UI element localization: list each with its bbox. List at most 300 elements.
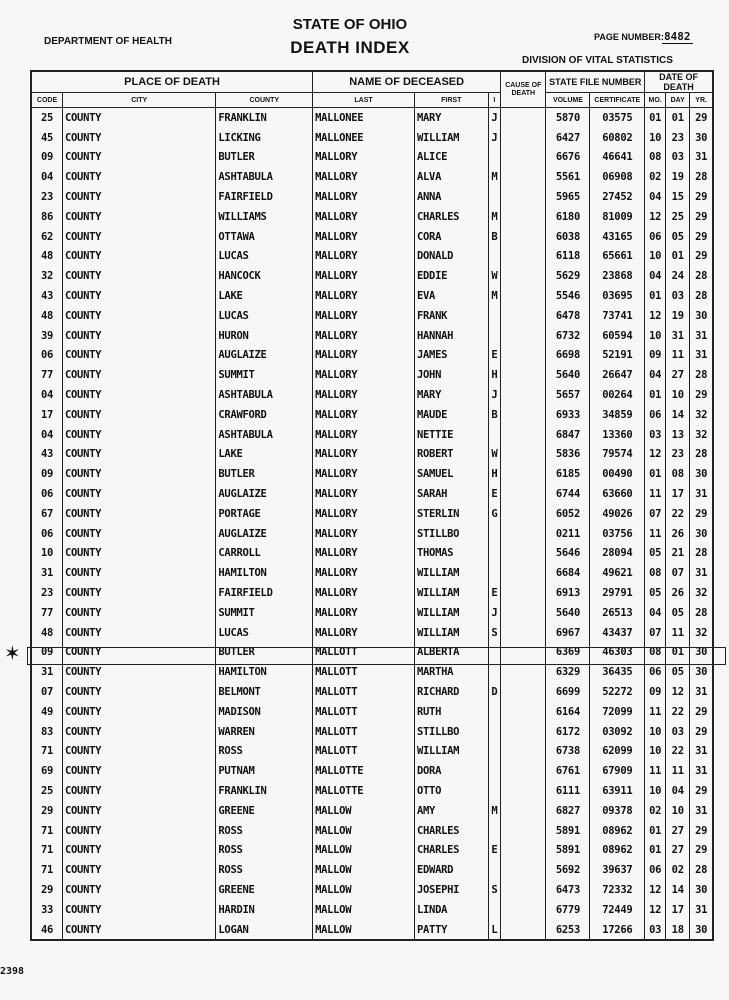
cell-initial [488,662,501,682]
cell-month: 02 [645,801,666,821]
cell-code: 86 [31,207,63,227]
cell-initial [488,425,501,445]
cell-volume: 6118 [546,247,590,267]
cell-month: 04 [645,603,666,623]
cell-certificate: 49026 [590,504,645,524]
cell-month: 10 [645,781,666,801]
cell-day: 26 [666,524,690,544]
cell-city: COUNTY [63,781,216,801]
cell-last: MALLONEE [313,108,415,128]
cell-cause [501,860,546,880]
cell-last: MALLORY [313,286,415,306]
first-header: FIRST [415,93,489,108]
cell-code: 32 [31,266,63,286]
cell-certificate: 63911 [590,781,645,801]
cell-year: 31 [690,742,713,762]
cell-certificate: 52272 [590,682,645,702]
cell-city: COUNTY [63,860,216,880]
cell-volume: 5836 [546,445,590,465]
cell-first: WILLIAM [415,603,489,623]
cell-initial: M [488,207,501,227]
cell-cause [501,326,546,346]
cell-volume: 6744 [546,484,590,504]
cell-year: 30 [690,306,713,326]
cell-initial [488,544,501,564]
cell-month: 06 [645,860,666,880]
last-header: LAST [313,93,415,108]
cell-code: 04 [31,425,63,445]
cell-initial: D [488,682,501,702]
cell-code: 29 [31,880,63,900]
cell-day: 12 [666,682,690,702]
cell-initial: B [488,227,501,247]
cell-certificate: 28094 [590,544,645,564]
cell-code: 04 [31,385,63,405]
cell-month: 04 [645,266,666,286]
cell-city: COUNTY [63,266,216,286]
table-row [31,207,713,227]
cell-first: CORA [415,227,489,247]
cell-code: 25 [31,781,63,801]
cell-first: CHARLES [415,821,489,841]
cell-cause [501,821,546,841]
cell-day: 14 [666,405,690,425]
cell-certificate: 81009 [590,207,645,227]
cell-day: 25 [666,207,690,227]
cell-first: JAMES [415,346,489,366]
cell-cause [501,108,546,128]
cell-code: 77 [31,603,63,623]
cell-month: 06 [645,405,666,425]
cell-city: COUNTY [63,880,216,900]
cell-code: 43 [31,445,63,465]
cell-month: 06 [645,227,666,247]
cell-first: WILLIAM [415,563,489,583]
cell-last: MALLORY [313,187,415,207]
cell-code: 46 [31,920,63,941]
cell-cause [501,385,546,405]
cell-code: 69 [31,761,63,781]
cell-year: 28 [690,365,713,385]
cell-year: 29 [690,821,713,841]
cell-year: 28 [690,603,713,623]
cell-day: 05 [666,227,690,247]
cell-initial [488,306,501,326]
cell-city: COUNTY [63,385,216,405]
cell-first: WILLIAM [415,583,489,603]
cell-cause [501,623,546,643]
cell-first: MARY [415,108,489,128]
cell-year: 31 [690,563,713,583]
cell-cause [501,920,546,941]
cell-day: 10 [666,385,690,405]
cell-city: COUNTY [63,643,216,663]
code-header: CODE [31,93,63,108]
cell-first: PATTY [415,920,489,941]
cell-volume: 5546 [546,286,590,306]
table-row [31,544,713,564]
cell-city: COUNTY [63,900,216,920]
cell-certificate: 79574 [590,445,645,465]
cell-code: 04 [31,167,63,187]
cell-county: HAMILTON [216,563,313,583]
table-row [31,860,713,880]
table-row [31,365,713,385]
table-row [31,583,713,603]
cell-first: STILLBO [415,722,489,742]
cell-county: LUCAS [216,623,313,643]
cell-code: 17 [31,405,63,425]
cell-initial [488,900,501,920]
cell-month: 04 [645,187,666,207]
table-row [31,900,713,920]
cell-first: NETTIE [415,425,489,445]
cell-volume: 5640 [546,603,590,623]
cell-last: MALLORY [313,464,415,484]
cell-cause [501,306,546,326]
cell-certificate: 34859 [590,405,645,425]
cell-year: 30 [690,643,713,663]
cell-day: 15 [666,187,690,207]
cell-day: 17 [666,484,690,504]
cell-cause [501,227,546,247]
cell-volume: 5629 [546,266,590,286]
cell-first: STILLBO [415,524,489,544]
cell-month: 09 [645,682,666,702]
cell-cause [501,880,546,900]
cell-last: MALLORY [313,563,415,583]
cell-last: MALLORY [313,167,415,187]
cell-cause [501,900,546,920]
cell-year: 32 [690,425,713,445]
cell-year: 32 [690,405,713,425]
cell-cause [501,207,546,227]
cell-month: 07 [645,504,666,524]
cell-city: COUNTY [63,821,216,841]
cell-initial: L [488,920,501,941]
cell-volume: 6180 [546,207,590,227]
cell-initial: J [488,385,501,405]
cell-code: 39 [31,326,63,346]
cell-city: COUNTY [63,247,216,267]
cell-city: COUNTY [63,801,216,821]
cell-city: COUNTY [63,306,216,326]
cell-first: DONALD [415,247,489,267]
cell-initial [488,247,501,267]
cell-cause [501,148,546,168]
cell-first: FRANK [415,306,489,326]
cell-cause [501,801,546,821]
cell-code: 31 [31,563,63,583]
cell-year: 31 [690,346,713,366]
cell-certificate: 49621 [590,563,645,583]
table-body [31,108,713,941]
cell-volume: 6738 [546,742,590,762]
cell-day: 19 [666,306,690,326]
cell-year: 29 [690,702,713,722]
cell-volume: 6038 [546,227,590,247]
cell-initial [488,702,501,722]
highlighted-row-box [27,647,726,665]
cell-code: 23 [31,583,63,603]
cell-certificate: 27452 [590,187,645,207]
cell-certificate: 43437 [590,623,645,643]
cell-last: MALLOTT [313,643,415,663]
cell-city: COUNTY [63,662,216,682]
cell-year: 28 [690,286,713,306]
cell-cause [501,405,546,425]
cell-certificate: 00490 [590,464,645,484]
cell-initial: E [488,346,501,366]
cell-first: OTTO [415,781,489,801]
cell-certificate: 03756 [590,524,645,544]
place-of-death-header: PLACE OF DEATH [31,71,313,93]
cell-first: RUTH [415,702,489,722]
cell-volume: 6684 [546,563,590,583]
cell-first: RICHARD [415,682,489,702]
cell-day: 05 [666,603,690,623]
cell-volume: 6913 [546,583,590,603]
cell-volume: 6779 [546,900,590,920]
cell-initial: E [488,484,501,504]
cell-last: MALLORY [313,247,415,267]
cell-county: PORTAGE [216,504,313,524]
table-row [31,464,713,484]
cell-city: COUNTY [63,742,216,762]
cell-cause [501,167,546,187]
cell-last: MALLOTT [313,682,415,702]
state-file-number-header: STATE FILE NUMBER [546,71,645,93]
cell-city: COUNTY [63,365,216,385]
cell-certificate: 46641 [590,148,645,168]
cell-certificate: 39637 [590,860,645,880]
cell-day: 08 [666,464,690,484]
cell-city: COUNTY [63,425,216,445]
month-header: MO. [645,93,666,108]
cell-city: COUNTY [63,682,216,702]
table-row [31,623,713,643]
cell-county: FAIRFIELD [216,187,313,207]
cell-year: 29 [690,781,713,801]
cell-day: 01 [666,108,690,128]
cell-certificate: 03092 [590,722,645,742]
cell-first: DORA [415,761,489,781]
cell-last: MALLOTTE [313,781,415,801]
cell-day: 01 [666,643,690,663]
cell-day: 26 [666,583,690,603]
cell-day: 02 [666,860,690,880]
table-row [31,761,713,781]
cell-city: COUNTY [63,445,216,465]
cell-day: 27 [666,821,690,841]
cell-first: SARAH [415,484,489,504]
cell-code: 25 [31,108,63,128]
cell-city: COUNTY [63,108,216,128]
cell-last: MALLORY [313,425,415,445]
cell-city: COUNTY [63,524,216,544]
cell-last: MALLOW [313,880,415,900]
cell-month: 08 [645,643,666,663]
cell-certificate: 62099 [590,742,645,762]
cell-city: COUNTY [63,583,216,603]
cell-day: 11 [666,623,690,643]
cell-day: 23 [666,445,690,465]
cell-initial: M [488,286,501,306]
cell-cause [501,524,546,544]
cell-city: COUNTY [63,187,216,207]
cell-month: 01 [645,286,666,306]
cell-volume: 5561 [546,167,590,187]
cell-last: MALLORY [313,207,415,227]
cell-certificate: 03695 [590,286,645,306]
cell-county: ASHTABULA [216,425,313,445]
table-row [31,702,713,722]
cell-city: COUNTY [63,484,216,504]
state-label: STATE OF OHIO [292,16,408,33]
cell-code: 06 [31,484,63,504]
table-row [31,722,713,742]
cell-code: 71 [31,840,63,860]
cell-last: MALLORY [313,445,415,465]
cell-last: MALLOW [313,821,415,841]
cell-city: COUNTY [63,464,216,484]
cell-first: MARY [415,385,489,405]
table-row [31,880,713,900]
cell-initial: M [488,167,501,187]
cell-county: LOGAN [216,920,313,941]
cell-cause [501,346,546,366]
cell-initial: S [488,623,501,643]
cell-last: MALLOTT [313,702,415,722]
cell-city: COUNTY [63,207,216,227]
cell-month: 04 [645,365,666,385]
cell-month: 12 [645,306,666,326]
cell-year: 29 [690,187,713,207]
cell-certificate: 72449 [590,900,645,920]
cell-day: 22 [666,742,690,762]
cell-city: COUNTY [63,167,216,187]
cell-certificate: 09378 [590,801,645,821]
cell-code: 33 [31,900,63,920]
cell-cause [501,583,546,603]
cell-year: 31 [690,148,713,168]
table-row [31,326,713,346]
cell-first: JOHN [415,365,489,385]
cell-initial: J [488,603,501,623]
cell-code: 29 [31,801,63,821]
table-row [31,524,713,544]
cell-code: 09 [31,643,63,663]
cell-month: 09 [645,346,666,366]
cell-volume: 6967 [546,623,590,643]
table-row [31,346,713,366]
cell-first: MARTHA [415,662,489,682]
cell-cause [501,662,546,682]
cell-month: 02 [645,167,666,187]
cell-month: 10 [645,742,666,762]
cell-county: LICKING [216,128,313,148]
cell-certificate: 26513 [590,603,645,623]
year-header: YR. [690,93,713,108]
cell-month: 03 [645,425,666,445]
cell-day: 17 [666,900,690,920]
cell-city: COUNTY [63,148,216,168]
cell-year: 29 [690,722,713,742]
table-row [31,801,713,821]
cell-month: 05 [645,544,666,564]
cell-code: 77 [31,365,63,385]
cell-county: HARDIN [216,900,313,920]
table-row [31,484,713,504]
cell-initial [488,761,501,781]
cell-volume: 6473 [546,880,590,900]
cell-initial [488,781,501,801]
cell-cause [501,128,546,148]
cell-year: 31 [690,761,713,781]
cell-last: MALLORY [313,326,415,346]
cell-code: 31 [31,662,63,682]
cell-volume: 6111 [546,781,590,801]
cell-month: 11 [645,702,666,722]
cell-certificate: 23868 [590,266,645,286]
cell-first: WILLIAM [415,623,489,643]
cell-initial [488,821,501,841]
cell-initial [488,742,501,762]
cell-volume: 6761 [546,761,590,781]
cell-certificate: 08962 [590,821,645,841]
cell-certificate: 03575 [590,108,645,128]
cell-county: MADISON [216,702,313,722]
cell-first: EDWARD [415,860,489,880]
cell-first: ROBERT [415,445,489,465]
cell-year: 31 [690,801,713,821]
table-row [31,425,713,445]
cell-month: 12 [645,207,666,227]
cell-volume: 5891 [546,840,590,860]
division-label: DIVISION OF VITAL STATISTICS [522,55,673,66]
cell-year: 31 [690,326,713,346]
cell-volume: 6172 [546,722,590,742]
cell-city: COUNTY [63,326,216,346]
cell-city: COUNTY [63,722,216,742]
cell-code: 71 [31,742,63,762]
cell-last: MALLORY [313,148,415,168]
date-of-death-header: DATE OF DEATH [645,71,713,93]
cell-initial [488,326,501,346]
cell-year: 28 [690,167,713,187]
cell-volume: 6698 [546,346,590,366]
cell-certificate: 00264 [590,385,645,405]
cell-day: 03 [666,286,690,306]
cell-county: GREENE [216,880,313,900]
cell-code: 07 [31,682,63,702]
cell-county: BUTLER [216,464,313,484]
cell-initial: H [488,365,501,385]
cell-certificate: 52191 [590,346,645,366]
cell-first: CHARLES [415,840,489,860]
cell-certificate: 36435 [590,662,645,682]
cell-initial: J [488,108,501,128]
cell-code: 83 [31,722,63,742]
cell-volume: 6933 [546,405,590,425]
table-row [31,128,713,148]
cell-volume: 6253 [546,920,590,941]
cell-last: MALLOW [313,860,415,880]
cell-first: SAMUEL [415,464,489,484]
cell-last: MALLORY [313,484,415,504]
cell-certificate: 63660 [590,484,645,504]
table-row [31,682,713,702]
